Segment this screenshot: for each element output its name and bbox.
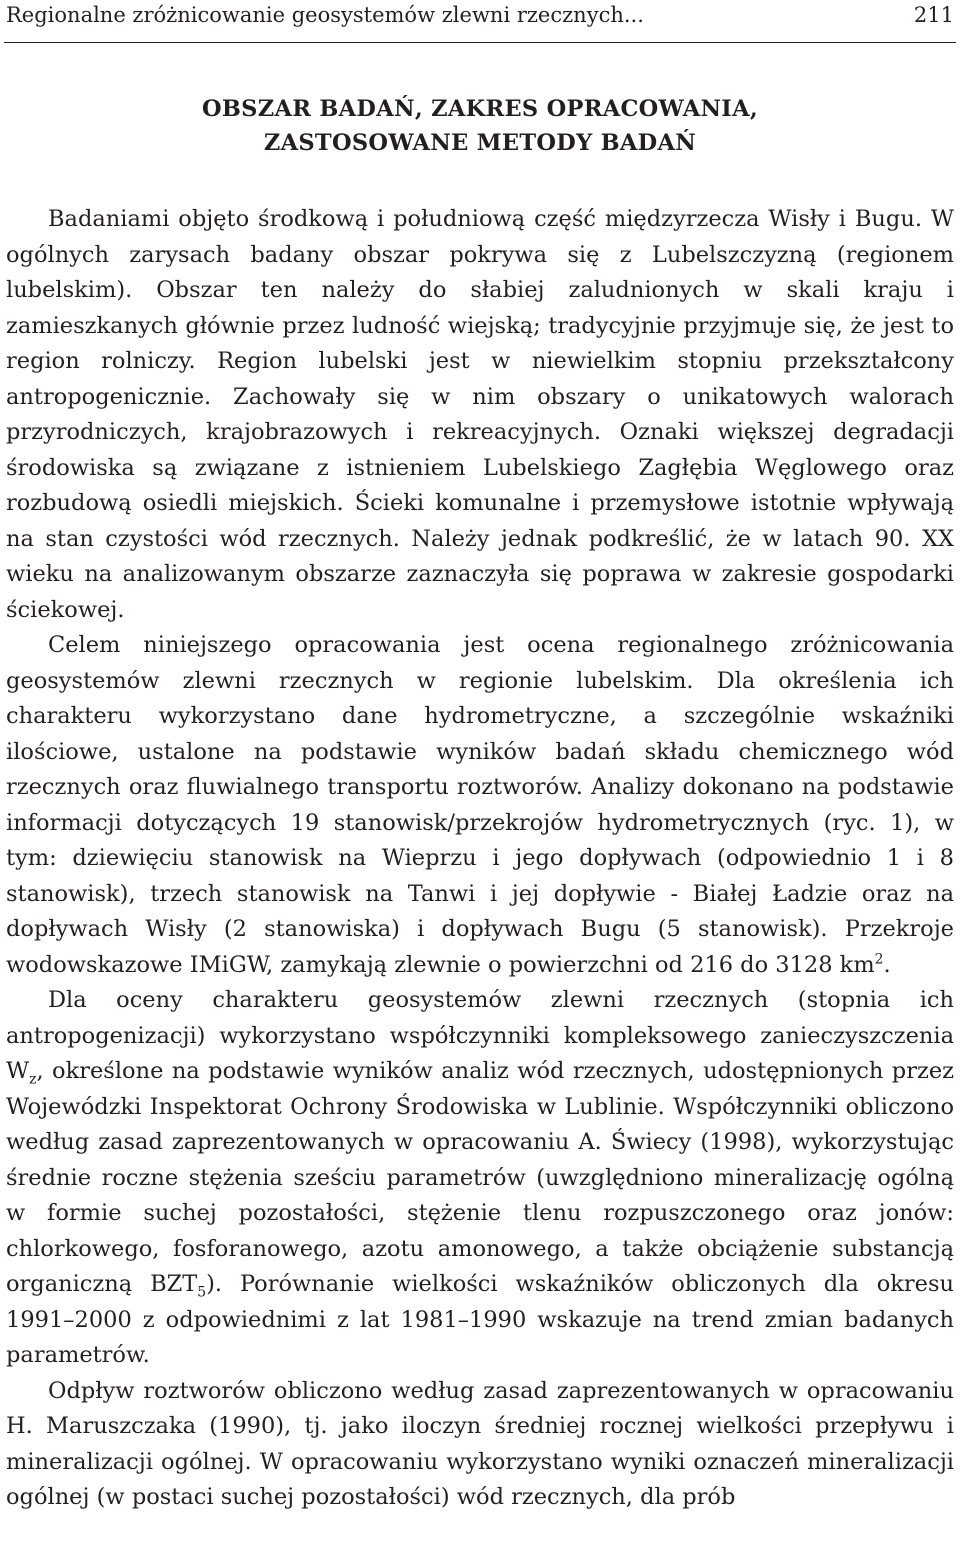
page-number: 211	[913, 3, 954, 27]
paragraph-methods	[6, 983, 954, 1374]
section-heading-line-1: OBSZAR BADAŃ, ZAKRES OPRACOWANIA,	[201, 96, 759, 122]
subscript-z: z	[29, 1071, 37, 1088]
body-text	[6, 202, 954, 1516]
section-heading-line-2: ZASTOSOWANE METODY BADAŃ	[263, 130, 697, 156]
section-heading	[0, 92, 960, 160]
subscript-5: 5	[197, 1284, 207, 1301]
paragraph-solute-runoff: Odpływ roztworów obliczono według zasad zaprezentowanych w opracowaniu H. Maruszczaka (1990), tj. jako iloczyn średniej rocznej wielkości przepływu i mineralizacji ogólnej. W opracowaniu wykorzystano wyniki oznaczeń mineralizacji ogólnej (w postaci suchej pozostałości) wód rzecznych, dla prób	[6, 1377, 954, 1510]
running-head-title: Regionalne zróżnicowanie geosystemów zlewni rzecznych...	[6, 3, 644, 27]
paragraph-aim	[6, 628, 954, 983]
paragraph-study-area: Badaniami objęto środkową i południową część międzyrzecza Wisły i Bugu. W ogólnych zarysach badany obszar pokrywa się z Lubelszczyzną (regionem lubelskim). Obszar ten należy do słabiej zaludnionych w skali kraju i zamieszkanych głównie przez ludność wiejską; tradycyjnie przyjmuje się, że jest to region rolniczy. Region lubelski jest w niewielkim stopniu przekształcony antropogenicznie. Zachowały się w nim obszary o unikatowych walorach przyrodniczych, krajobrazowych i rekreacyjnych. Oznaki większej degradacji środowiska są związane z istnieniem Lubelskiego Zagłębia Węglowego oraz rozbudową osiedli miejskich. Ścieki komunalne i przemysłowe istotnie wpływają na stan czystości wód rzecznych. Należy jednak podkreślić, że w latach 90. XX wieku na analizowanym obszarze zaznaczyła się poprawa w zakresie gospodarki ściekowej.	[6, 206, 954, 623]
paragraph-methods-text-c: ). Porównanie wielkości wskaźników obliczonych dla okresu 1991–2000 z odpowiednimi z lat 1981–1990 wskazuje na trend zmian badanych parametrów.	[6, 1271, 954, 1368]
superscript-2: 2	[874, 951, 884, 967]
paragraph-aim-text: Celem niniejszego opracowania jest ocena regionalnego zróżnicowania geosystemów zlewni rzecznych w regionie lubelskim. Dla określenia ich charakteru wykorzystano dane hydrometryczne, a szczególnie wskaźniki ilościowe, ustalone na podstawie wyników badań składu chemicznego wód rzecznych oraz fluwialnego transportu roztworów. Analizy dokonano na podstawie informacji dotyczących 19 stanowisk/przekrojów hydrometrycznych (ryc. 1), w tym: dziewięciu stanowisk na Wieprzu i jego dopływach (odpowiednio 1 i 8 stanowisk), trzech stanowisk na Tanwi i jej dopływie - Białej Ładzie oraz na dopływach Wisły (2 stanowiska) i dopływach Bugu (5 stanowisk). Przekroje wodowskazowe IMiGW, zamykają zlewnie o powierzchni od 216 do 3128 km	[6, 632, 954, 978]
running-head	[6, 0, 954, 30]
paragraph-aim-end: .	[883, 951, 891, 978]
paragraph-methods-text-a: Dla oceny charakteru geosystemów zlewni rzecznych (stopnia ich antropogenizacji) wykorzystano współczynniki kompleksowego zanieczyszczenia W	[6, 987, 954, 1084]
paragraph-methods-text-b: , określone na podstawie wyników analiz wód rzecznych, udostępnionych przez Wojewódzki Inspektorat Ochrony Środowiska w Lublinie. Współczynniki obliczono według zasad zaprezentowanych w opracowaniu A. Świecy (1998), wykorzystując średnie roczne stężenia sześciu parametrów (uwzględniono mineralizację ogólną w formie suchej pozostałości, stężenie tlenu rozpuszczonego oraz jonów: chlorkowego, fosforanowego, azotu amonowego, a także obciążenie substancją organiczną BZT	[6, 1058, 954, 1297]
header-rule	[4, 42, 956, 43]
